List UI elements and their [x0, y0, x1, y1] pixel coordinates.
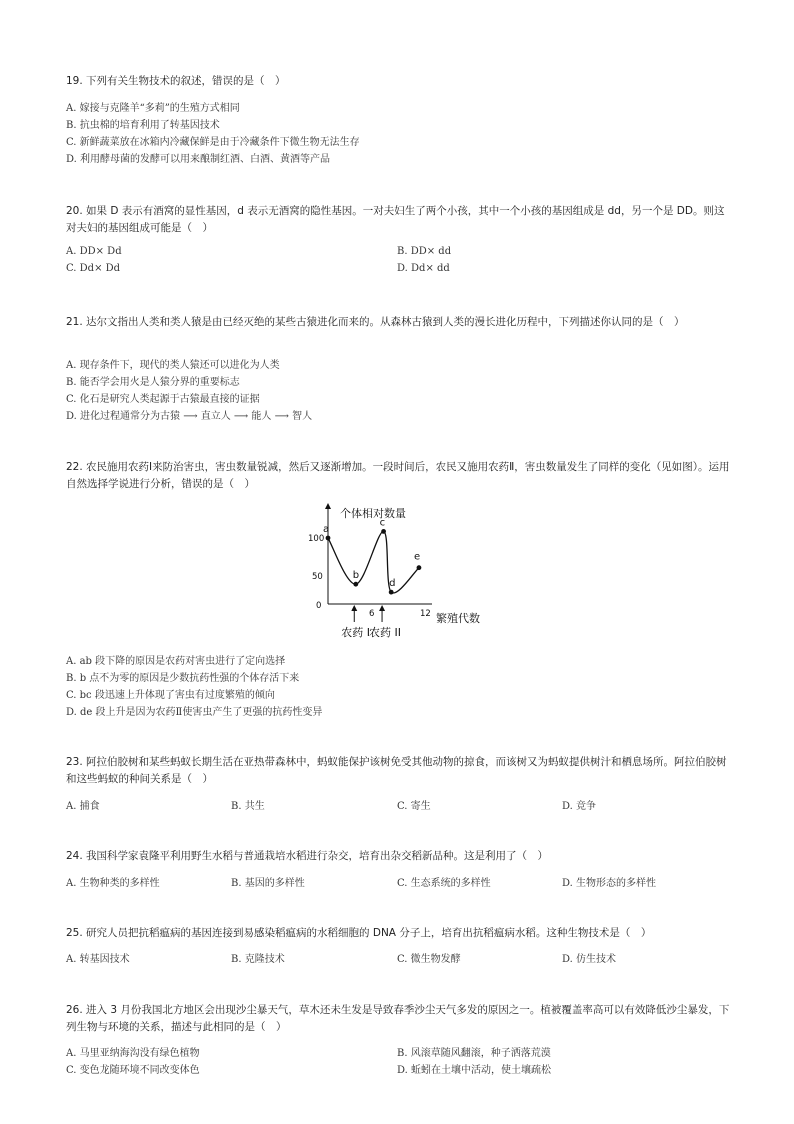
question-23-stem: 23. 阿拉伯胶树和某些蚂蚁长期生活在亚热带森林中，蚂蚁能保护该树免受其他动物的掠食，而该树又为蚂蚁提供树汁和栖息场所。阿拉伯胶树和这些蚂蚁的种间关系是（ ）	[66, 756, 727, 785]
x-tick-label: 6	[369, 609, 375, 619]
data-point-a	[326, 536, 331, 541]
q21-option-b[interactable]: B. 能否学会用火是人猿分界的重要标志	[66, 377, 240, 388]
point-label-c: c	[379, 517, 386, 529]
pesticide-label-2: 农药 II	[369, 626, 402, 639]
q26-option-b[interactable]: B. 风滚草随风翻滚，种子洒落荒漠	[397, 1048, 551, 1059]
q22-option-d[interactable]: D. de 段上升是因为农药Ⅱ使害虫产生了更强的抗药性变异	[66, 707, 323, 718]
q25-option-c[interactable]: C. 微生物发酵	[397, 954, 461, 965]
q22-option-a[interactable]: A. ab 段下降的原因是农药对害虫进行了定向选择	[66, 656, 286, 667]
q24-option-a[interactable]: A. 生物种类的多样性	[66, 878, 160, 889]
q26-option-a[interactable]: A. 马里亚纳海沟没有绿色植物	[66, 1048, 200, 1059]
x-tick-label: 12	[420, 609, 431, 619]
question-24-stem: 24. 我国科学家袁隆平利用野生水稻与普通栽培水稻进行杂交，培育出杂交稻新品种。这是利用了（ ）	[66, 850, 549, 862]
point-label-a: a	[323, 524, 330, 535]
q26-option-d[interactable]: D. 蚯蚓在土壤中活动，使土壤疏松	[397, 1065, 552, 1076]
q25-option-d[interactable]: D. 仿生技术	[562, 954, 617, 965]
x-axis-label: 繁殖代数	[436, 612, 480, 625]
y-axis-label: 个体相对数量	[340, 507, 406, 520]
q21-option-c[interactable]: C. 化石是研究人类起源于古猿最直接的证据	[66, 394, 260, 405]
q24-option-c[interactable]: C. 生态系统的多样性	[397, 878, 491, 889]
question-21-stem: 21. 达尔文指出人类和类人猿是由已经灭绝的某些古猿进化而来的。从森林古猿到人类的漫长进化历程中，下列描述你认同的是（ ）	[66, 316, 685, 328]
point-label-b: b	[352, 570, 360, 582]
y-tick-label: 50	[312, 572, 323, 582]
data-point-c	[381, 529, 386, 534]
pesticide-chart	[300, 500, 500, 645]
q21-option-a[interactable]: A. 现存条件下，现代的类人猿还可以进化为人类	[66, 360, 280, 371]
q23-option-d[interactable]: D. 竞争	[562, 801, 597, 812]
y-tick-label: 0	[316, 601, 322, 611]
data-point-e	[417, 565, 422, 570]
question-20-stem: 20. 如果 D 表示有酒窝的显性基因，d 表示无酒窝的隐性基因。一对夫妇生了两个小孩，其中一个小孩的基因组成是 dd，另一个是 DD。则这对夫妇的基因组成可能是（ ）	[66, 205, 725, 234]
question-26-stem: 26. 进入 3 月份我国北方地区会出现沙尘暴天气，草木还未生发是导致春季沙尘天气多发的原因之一。植被覆盖率高可以有效降低沙尘暴发，下列生物与环境的关系，描述与此相同的是（ ）	[66, 1004, 730, 1033]
q19-option-d[interactable]: D. 利用酵母菌的发酵可以用来酿制红酒、白酒、黄酒等产品	[66, 154, 331, 165]
q22-option-c[interactable]: C. bc 段迅速上升体现了害虫有过度繁殖的倾向	[66, 690, 275, 701]
q24-option-b[interactable]: B. 基因的多样性	[231, 878, 305, 889]
question-22-stem: 22. 农民施用农药Ⅰ来防治害虫，害虫数量锐减，然后又逐渐增加。一段时间后，农民又施用农药Ⅱ，害虫数量发生了同样的变化（见如图）。运用自然选择学说进行分析，错误的是（ ）	[66, 461, 730, 490]
pesticide-label-1: 农药 I	[341, 626, 371, 639]
q23-option-c[interactable]: C. 寄生	[397, 801, 431, 812]
q20-option-c[interactable]: C. Dd× Dd	[66, 263, 121, 274]
q26-option-c[interactable]: C. 变色龙随环境不同改变体色	[66, 1065, 200, 1076]
data-point-b	[353, 582, 358, 587]
q22-option-b[interactable]: B. b 点不为零的原因是少数抗药性强的个体存活下来	[66, 673, 300, 684]
q24-option-d[interactable]: D. 生物形态的多样性	[562, 878, 657, 889]
y-tick-label: 100	[308, 534, 325, 544]
point-label-e: e	[413, 551, 421, 563]
data-point-d	[389, 590, 394, 595]
q19-option-c[interactable]: C. 新鲜蔬菜放在冰箱内冷藏保鲜是由于冷藏条件下微生物无法生存	[66, 137, 360, 148]
point-label-d: d	[389, 578, 396, 590]
q19-option-a[interactable]: A. 嫁接与克隆羊“多莉”的生殖方式相同	[66, 103, 240, 114]
q20-option-b[interactable]: B. DD× dd	[397, 246, 452, 257]
q20-option-a[interactable]: A. DD× Dd	[66, 246, 122, 257]
q23-option-b[interactable]: B. 共生	[231, 801, 265, 812]
question-25-stem: 25. 研究人员把抗稻瘟病的基因连接到易感染稻瘟病的水稻细胞的 DNA 分子上，培育出抗稻瘟病水稻。这种生物技术是（ ）	[66, 927, 652, 939]
question-19-stem: 19. 下列有关生物技术的叙述，错误的是（ ）	[66, 75, 286, 87]
q21-option-d[interactable]: D. 进化过程通常分为古猿 ⟶ 直立人 ⟶ 能人 ⟶ 智人	[66, 411, 313, 422]
q25-option-a[interactable]: A. 转基因技术	[66, 954, 130, 965]
q25-option-b[interactable]: B. 克隆技术	[231, 954, 285, 965]
q23-option-a[interactable]: A. 捕食	[66, 801, 100, 812]
population-curve	[328, 531, 419, 593]
q20-option-d[interactable]: D. Dd× dd	[397, 263, 450, 274]
q19-option-b[interactable]: B. 抗虫棉的培育利用了转基因技术	[66, 120, 220, 131]
